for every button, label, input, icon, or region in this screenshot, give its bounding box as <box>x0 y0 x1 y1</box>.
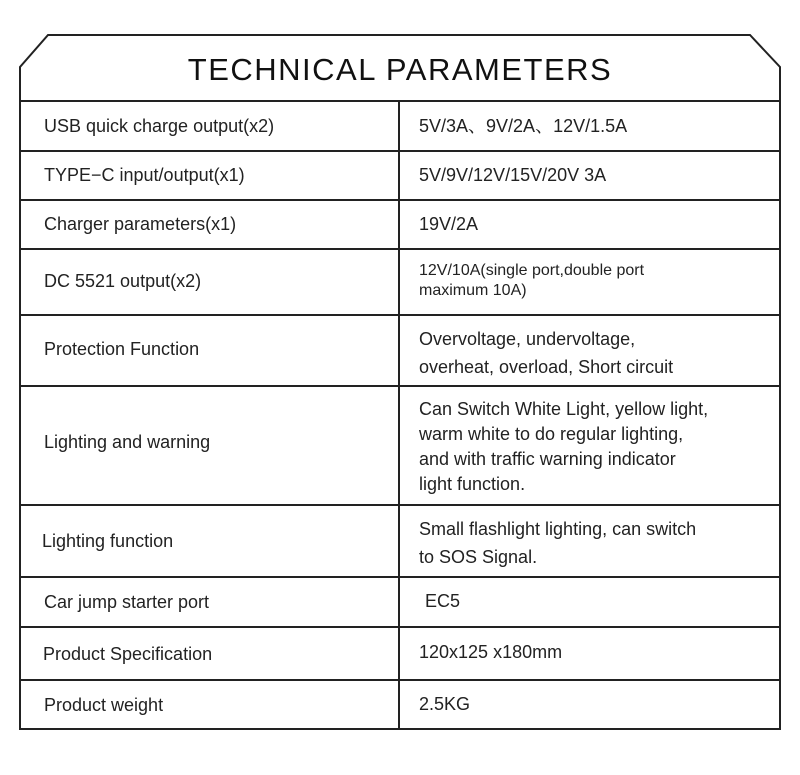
row-value-line: warm white to do regular lighting, <box>419 424 684 444</box>
row-value: 2.5KG <box>419 694 471 714</box>
table-row <box>20 386 780 505</box>
row-label: Car jump starter port <box>44 592 210 612</box>
row-label: DC 5521 output(x2) <box>44 271 202 291</box>
row-label: Lighting and warning <box>44 432 211 452</box>
table-row <box>20 200 780 249</box>
row-value <box>419 325 769 381</box>
row-value-line: light function. <box>419 474 526 494</box>
table-row <box>20 101 780 151</box>
row-label: Lighting function <box>42 531 174 551</box>
row-value: EC5 <box>425 591 461 611</box>
row-label: Charger parameters(x1) <box>44 214 237 234</box>
row-label: Product weight <box>44 695 164 715</box>
row-value-line: and with traffic warning indicator <box>419 449 676 469</box>
row-value: 19V/2A <box>419 214 479 234</box>
table-row <box>20 249 780 315</box>
table-title: TECHNICAL PARAMETERS <box>187 52 613 87</box>
row-label: TYPE−C input/output(x1) <box>44 165 245 185</box>
row-value: 5V/3A、9V/2A、12V/1.5A <box>419 116 628 136</box>
row-value <box>419 515 769 571</box>
table-row <box>20 151 780 200</box>
row-value: 5V/9V/12V/15V/20V 3A <box>419 165 607 185</box>
row-value-line: to SOS Signal. <box>419 547 538 567</box>
row-value-line: Overvoltage, undervoltage, <box>419 329 636 349</box>
row-value <box>419 261 769 301</box>
row-value-line: maximum 10A) <box>419 282 527 299</box>
table-row <box>20 505 780 577</box>
row-value-line: overheat, overload, Short circuit <box>419 357 674 377</box>
row-label: USB quick charge output(x2) <box>44 116 275 136</box>
row-value <box>419 397 769 497</box>
table-row <box>20 680 780 729</box>
row-label: Product Specification <box>43 644 213 664</box>
table-row <box>20 577 780 627</box>
table-row <box>20 315 780 386</box>
row-value-line: Can Switch White Light, yellow light, <box>419 399 709 419</box>
row-value-line: 12V/10A(single port,double port <box>419 262 645 279</box>
row-value: 120x125 x180mm <box>419 642 563 662</box>
table-row <box>20 627 780 680</box>
row-value-line: Small flashlight lighting, can switch <box>419 519 697 539</box>
row-label: Protection Function <box>44 339 200 359</box>
